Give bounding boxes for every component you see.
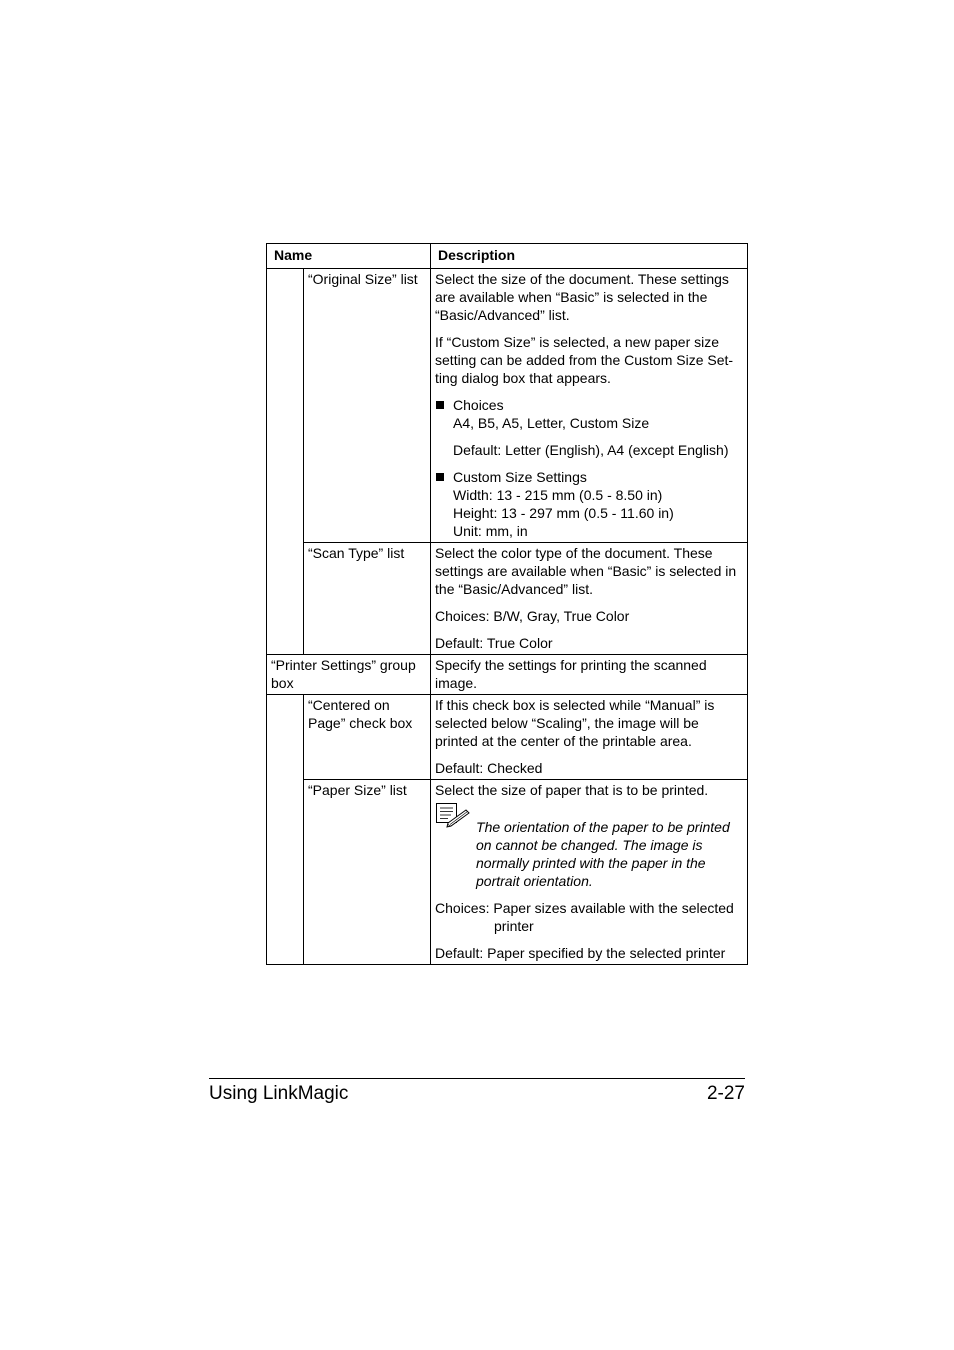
custom-size-title: Custom Size Settings (453, 469, 587, 485)
original-size-description (431, 269, 748, 543)
paper-size-choices: Choices: Paper sizes available with the selected printer (435, 900, 734, 934)
table-row (267, 695, 748, 780)
scan-type-default: Default: True Color (435, 635, 553, 651)
centered-on-page-description (431, 695, 748, 780)
table-row (267, 780, 748, 965)
printer-settings-desc: Specify the settings for printing the scanned image. (435, 657, 707, 691)
centered-desc: If this check box is selected while “Manual” is selected below “Scaling”, the image will be printed at the center of the printable area. (435, 697, 715, 749)
original-size-default: Default: Letter (English), A4 (except English) (453, 442, 729, 458)
custom-size-bullet (435, 468, 744, 540)
paper-size-default: Default: Paper specified by the selected printer (435, 945, 726, 961)
footer-title: Using LinkMagic (209, 1083, 349, 1104)
scan-type-description (431, 543, 748, 655)
scan-type-name: “Scan Type” list (304, 543, 431, 655)
paper-size-desc: Select the size of paper that is to be printed. (435, 782, 709, 798)
printer-settings-name: “Printer Settings” group box (267, 655, 431, 695)
square-bullet-icon (436, 401, 444, 409)
scan-type-desc: Select the color type of the document. These settings are available when “Basic” is selected in the “Basic/Advanced” list. (435, 545, 737, 597)
square-bullet-icon (436, 473, 444, 481)
original-size-desc-1: Select the size of the document. These settings are available when “Basic” is selected in the “Basic/Advanced” list. (435, 271, 729, 323)
centered-default: Default: Checked (435, 760, 543, 776)
custom-size-unit: Unit: mm, in (453, 523, 528, 539)
indent-cell (267, 269, 304, 655)
footer-rule (209, 1078, 745, 1079)
name-column-header: Name (267, 244, 431, 269)
centered-on-page-name: “Centered on Page” check box (304, 695, 431, 780)
scan-type-choices: Choices: B/W, Gray, True Color (435, 608, 630, 624)
note-pencil-icon (435, 802, 471, 830)
original-size-name: “Original Size” list (304, 269, 431, 543)
note-text: The orientation of the paper to be printed on cannot be changed. The image is normally printed with the paper in the portrait orientation. (476, 819, 730, 889)
table-row (267, 269, 748, 543)
choices-bullet (435, 396, 744, 432)
paper-size-description (431, 780, 748, 965)
indent-cell (267, 695, 304, 965)
paper-size-name: “Paper Size” list (304, 780, 431, 965)
printer-settings-description (431, 655, 748, 695)
table-header-row (267, 244, 748, 269)
note-block (435, 818, 744, 890)
custom-size-width: Width: 13 - 215 mm (0.5 - 8.50 in) (453, 487, 663, 503)
description-column-header: Description (431, 244, 748, 269)
custom-size-height: Height: 13 - 297 mm (0.5 - 11.60 in) (453, 505, 674, 521)
table-row (267, 655, 748, 695)
original-size-desc-2: If “Custom Size” is selected, a new paper size setting can be added from the Custom Size Set-ting dialog box that appears. (435, 334, 734, 386)
table-row (267, 543, 748, 655)
choices-title: Choices (453, 397, 504, 413)
settings-table (266, 243, 748, 965)
page-number: 2-27 (706, 1083, 745, 1104)
choices-value: A4, B5, A5, Letter, Custom Size (453, 415, 650, 431)
